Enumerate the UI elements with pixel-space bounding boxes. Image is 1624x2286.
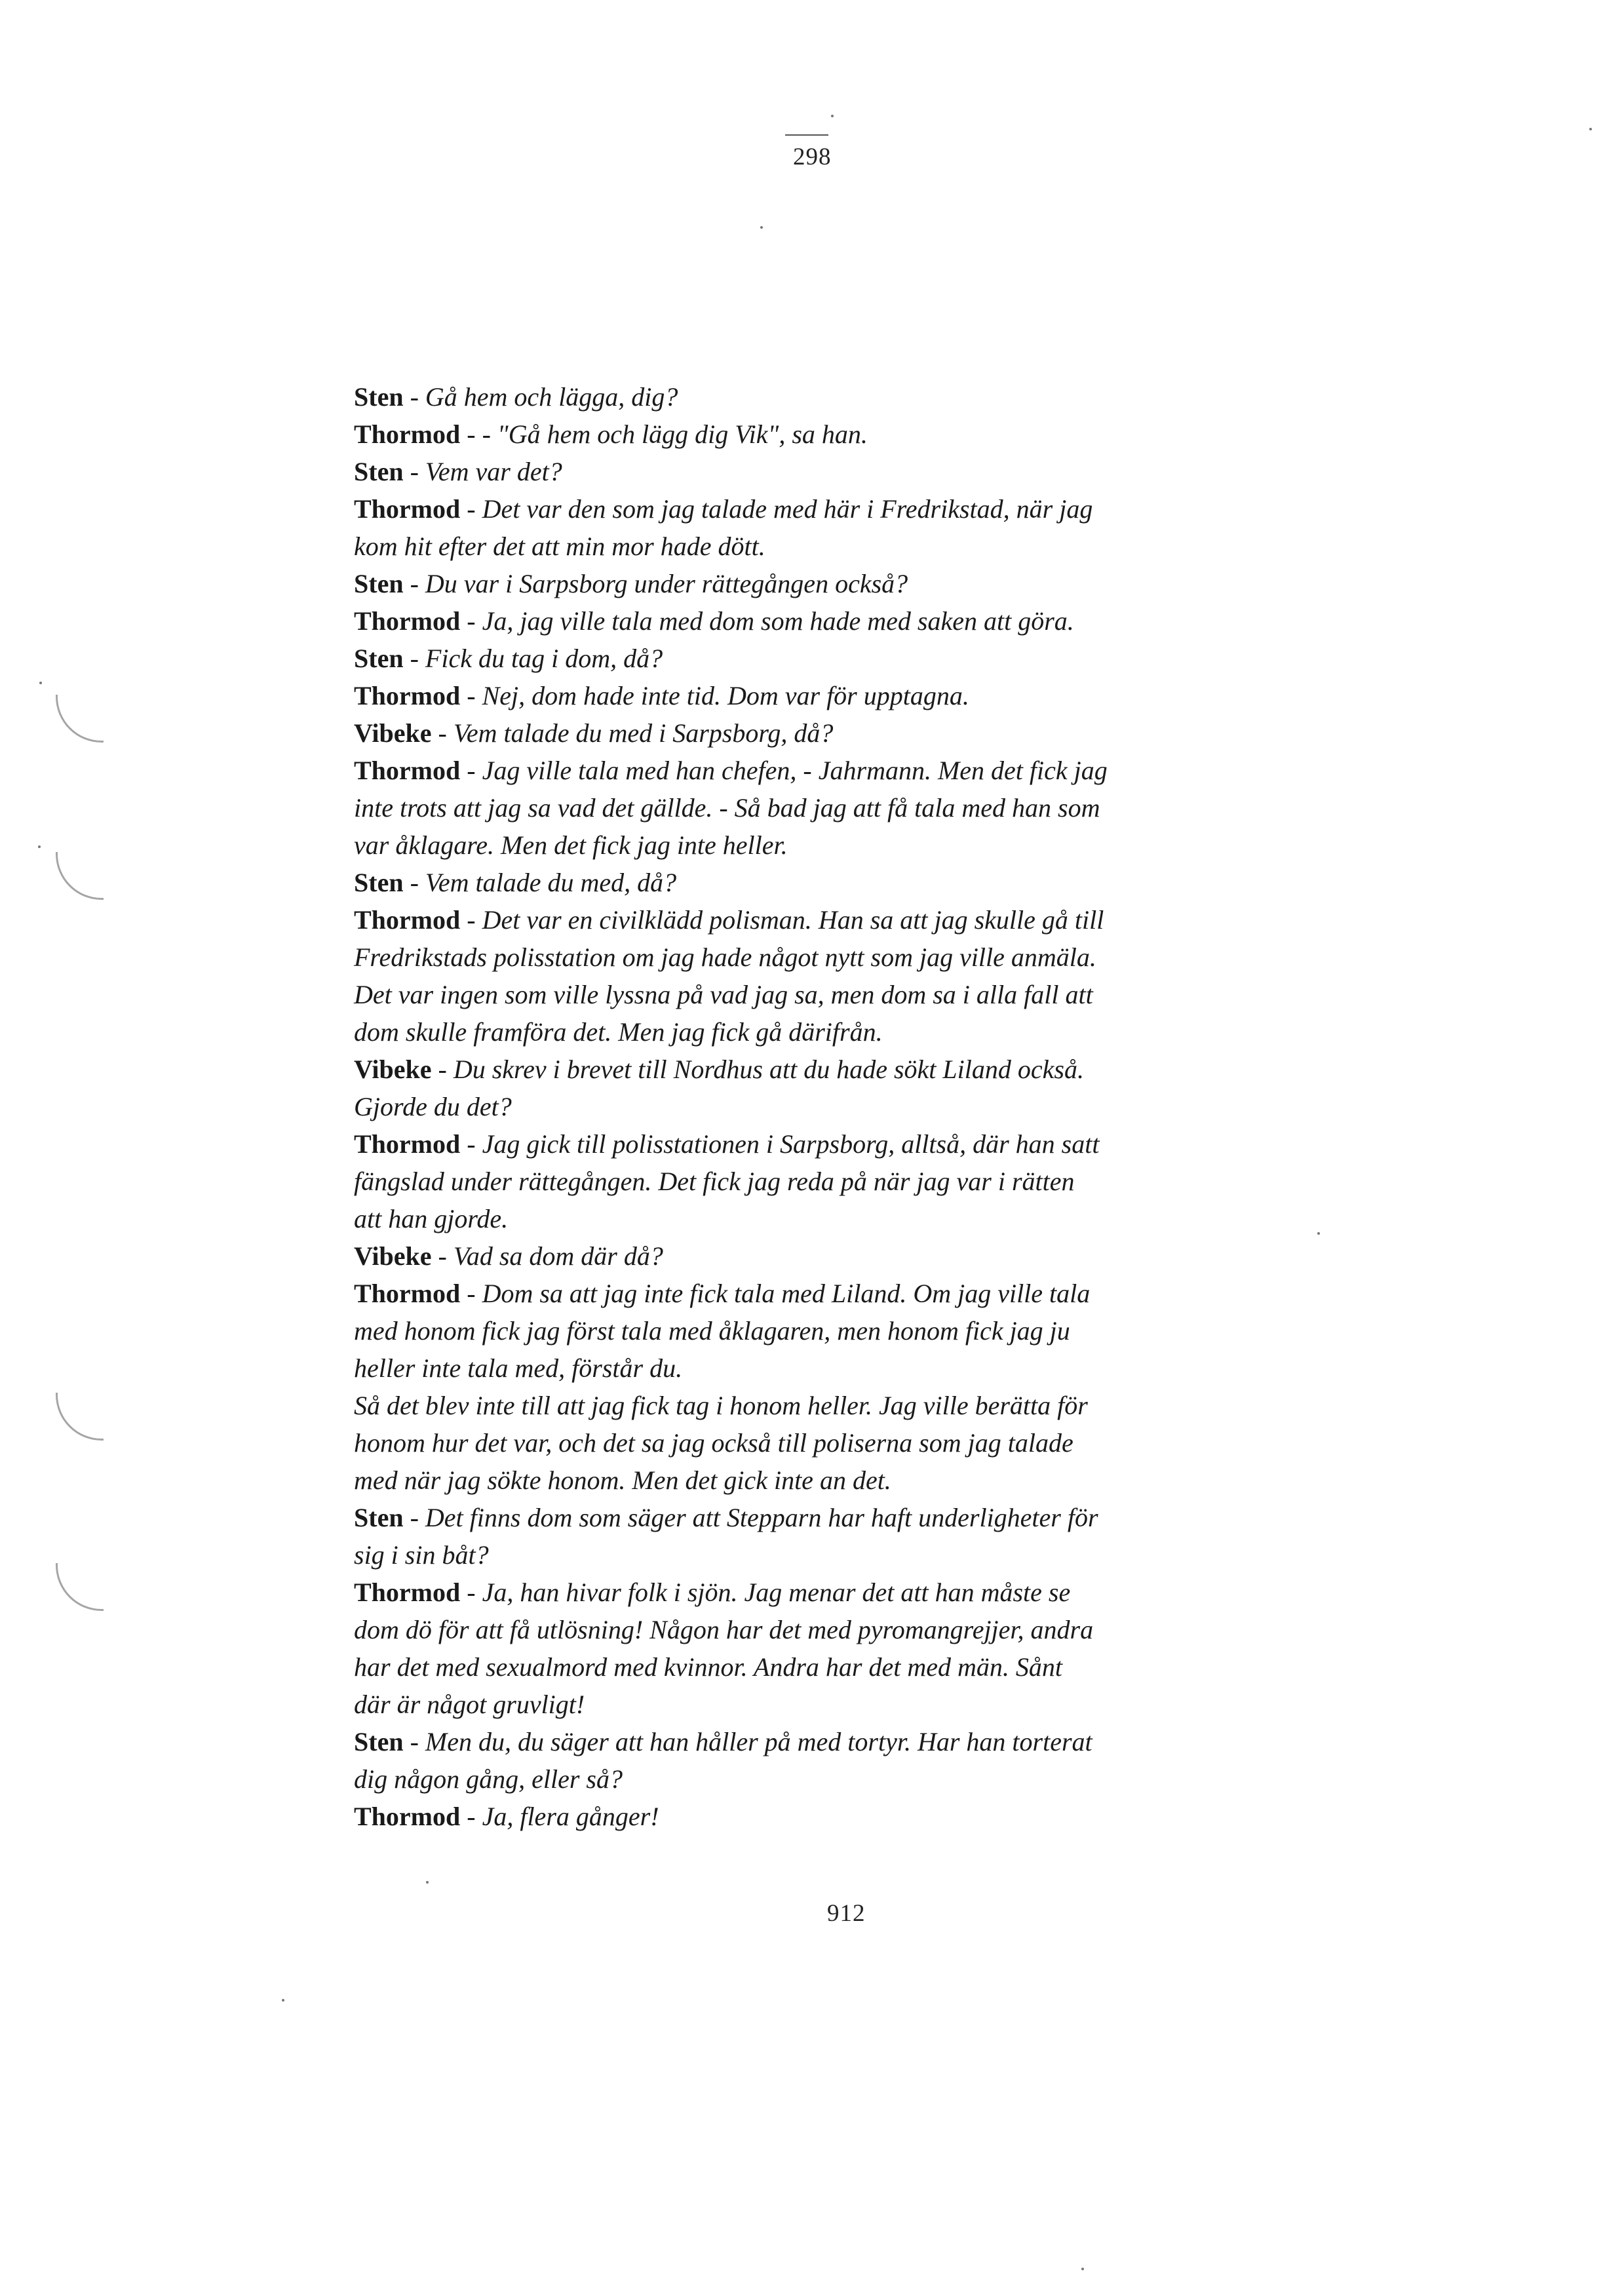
speech-text: Ja, flera gånger! bbox=[482, 1802, 659, 1831]
transcript bbox=[354, 378, 1311, 1835]
scan-speck bbox=[1589, 128, 1592, 130]
transcript-line bbox=[354, 1723, 1311, 1760]
hole-punch-mark bbox=[56, 1393, 104, 1441]
top-rule bbox=[785, 134, 828, 136]
hole-punch-mark bbox=[56, 1563, 104, 1611]
scan-speck bbox=[38, 845, 41, 848]
speech-continuation: har det med sexualmord med kvinnor. Andra har det med män. Sånt bbox=[354, 1652, 1062, 1682]
speech-text: Men du, du säger att han håller på med tortyr. Har han torterat bbox=[425, 1727, 1092, 1756]
speaker-name: Vibeke bbox=[354, 1241, 432, 1271]
speech-text: Du skrev i brevet till Nordhus att du hade sökt Liland också. bbox=[453, 1055, 1084, 1084]
speaker-name: Sten bbox=[354, 457, 404, 486]
transcript-line bbox=[354, 1574, 1311, 1611]
speech-text: Vem talade du med, då? bbox=[425, 868, 677, 897]
speech-text: Vem talade du med i Sarpsborg, då? bbox=[453, 718, 834, 748]
hole-punch-mark bbox=[56, 695, 104, 743]
speech-text: Fick du tag i dom, då? bbox=[425, 644, 663, 673]
speech-text: Det finns dom som säger att Stepparn har haft underligheter för bbox=[425, 1503, 1098, 1532]
speaker-name: Thormod bbox=[354, 1578, 461, 1607]
speech-continuation: Gjorde du det? bbox=[354, 1092, 512, 1121]
speaker-name: Sten bbox=[354, 1727, 404, 1756]
speaker-name: Sten bbox=[354, 644, 404, 673]
speech-text: Dom sa att jag inte fick tala med Liland. Om jag ville tala bbox=[482, 1279, 1091, 1308]
speech-continuation: heller inte tala med, förstår du. bbox=[354, 1353, 683, 1383]
transcript-line bbox=[354, 416, 1311, 453]
speech-text: Jag gick till polisstationen i Sarpsborg, alltså, där han satt bbox=[482, 1129, 1100, 1159]
speaker-separator: - bbox=[460, 1578, 482, 1607]
speech-continuation: inte trots att jag sa vad det gällde. - Så bad jag att få tala med han som bbox=[354, 793, 1100, 823]
transcript-line bbox=[354, 1798, 1311, 1835]
speaker-separator: - bbox=[403, 1503, 425, 1532]
speaker-separator: - bbox=[403, 569, 425, 598]
speaker-separator: - bbox=[403, 644, 425, 673]
speech-continuation: dom skulle framföra det. Men jag fick gå därifrån. bbox=[354, 1017, 883, 1047]
speaker-separator: - bbox=[431, 718, 454, 748]
speaker-separator: - bbox=[403, 382, 425, 412]
speech-continuation: fängslad under rättegången. Det fick jag reda på när jag var i rätten bbox=[354, 1167, 1075, 1196]
speaker-separator: - bbox=[431, 1241, 454, 1271]
speaker-name: Sten bbox=[354, 1503, 404, 1532]
scan-speck bbox=[39, 682, 42, 684]
scan-speck bbox=[282, 1999, 284, 2002]
speaker-separator: - bbox=[460, 494, 482, 524]
scan-speck bbox=[1081, 2268, 1084, 2270]
speech-continuation: Fredrikstads polisstation om jag hade något nytt som jag ville anmäla. bbox=[354, 942, 1096, 972]
page-number-top: 298 bbox=[793, 144, 832, 170]
page-number-bottom: 912 bbox=[827, 1900, 866, 1927]
speech-text: Du var i Sarpsborg under rättegången också? bbox=[425, 569, 908, 598]
transcript-line bbox=[354, 1125, 1311, 1163]
scan-speck bbox=[426, 1881, 429, 1884]
transcript-line bbox=[354, 714, 1311, 752]
transcript-line bbox=[354, 640, 1311, 677]
speaker-name: Sten bbox=[354, 569, 404, 598]
speaker-separator: - bbox=[403, 457, 425, 486]
transcript-line bbox=[354, 1237, 1311, 1275]
scan-speck bbox=[760, 226, 763, 229]
speech-continuation: dom dö för att få utlösning! Någon har det med pyromangrejjer, andra bbox=[354, 1615, 1094, 1644]
speech-text: Vem var det? bbox=[425, 457, 562, 486]
speaker-name: Thormod bbox=[354, 1279, 461, 1308]
speaker-separator: - bbox=[460, 905, 482, 935]
speaker-name: Thormod bbox=[354, 494, 461, 524]
speech-continuation: med honom fick jag först tala med åklagaren, men honom fick jag ju bbox=[354, 1316, 1070, 1346]
scan-speck bbox=[831, 115, 834, 117]
speech-continuation: med när jag sökte honom. Men det gick inte an det. bbox=[354, 1465, 891, 1495]
transcript-line bbox=[354, 378, 1311, 416]
speech-continuation: var åklagare. Men det fick jag inte heller. bbox=[354, 830, 788, 860]
speaker-name: Vibeke bbox=[354, 718, 432, 748]
speaker-name: Thormod bbox=[354, 606, 461, 636]
speech-text: Vad sa dom där då? bbox=[453, 1241, 663, 1271]
speaker-separator: - bbox=[460, 606, 482, 636]
speaker-name: Thormod bbox=[354, 681, 461, 710]
speech-text: Det var en civilklädd polisman. Han sa att jag skulle gå till bbox=[482, 905, 1104, 935]
speaker-name: Sten bbox=[354, 382, 404, 412]
transcript-line bbox=[354, 901, 1311, 939]
speaker-name: Thormod bbox=[354, 1129, 461, 1159]
transcript-line bbox=[354, 1275, 1311, 1312]
speaker-separator: - bbox=[403, 868, 425, 897]
transcript-line bbox=[354, 1499, 1311, 1536]
scan-speck bbox=[1317, 1232, 1320, 1235]
transcript-line bbox=[354, 565, 1311, 602]
speech-continuation: sig i sin båt? bbox=[354, 1540, 489, 1570]
speech-text: Jag ville tala med han chefen, - Jahrmann. Men det fick jag bbox=[482, 756, 1108, 785]
speech-text: Nej, dom hade inte tid. Dom var för upptagna. bbox=[482, 681, 969, 710]
speaker-name: Thormod bbox=[354, 419, 461, 449]
speaker-separator: - bbox=[460, 1802, 482, 1831]
speech-text: Det var den som jag talade med här i Fredrikstad, när jag bbox=[482, 494, 1093, 524]
speaker-separator: - bbox=[403, 1727, 425, 1756]
speech-continuation: där är något gruvligt! bbox=[354, 1690, 585, 1719]
transcript-line bbox=[354, 677, 1311, 714]
transcript-line bbox=[354, 490, 1311, 528]
speech-continuation: att han gjorde. bbox=[354, 1204, 509, 1233]
speech-text: - "Gå hem och lägg dig Vik", sa han. bbox=[482, 419, 868, 449]
transcript-line bbox=[354, 1051, 1311, 1088]
speech-continuation: Så det blev inte till att jag fick tag i honom heller. Jag ville berätta för bbox=[354, 1391, 1088, 1420]
speaker-name: Thormod bbox=[354, 756, 461, 785]
speech-text: Ja, jag ville tala med dom som hade med saken att göra. bbox=[482, 606, 1074, 636]
speaker-name: Vibeke bbox=[354, 1055, 432, 1084]
transcript-line bbox=[354, 453, 1311, 490]
speaker-name: Thormod bbox=[354, 905, 461, 935]
transcript-line bbox=[354, 602, 1311, 640]
speaker-separator: - bbox=[460, 756, 482, 785]
speech-continuation: Det var ingen som ville lyssna på vad jag sa, men dom sa i alla fall att bbox=[354, 980, 1093, 1009]
speech-text: Gå hem och läggа, dig? bbox=[425, 382, 678, 412]
transcript-line bbox=[354, 752, 1311, 789]
speech-continuation: kom hit efter det att min mor hade dött. bbox=[354, 532, 765, 561]
speaker-separator: - bbox=[460, 419, 482, 449]
speaker-separator: - bbox=[460, 681, 482, 710]
hole-punch-mark bbox=[56, 852, 104, 900]
speech-continuation: dig någon gång, eller så? bbox=[354, 1764, 623, 1794]
speech-continuation: honom hur det var, och det sa jag också till poliserna som jag talade bbox=[354, 1428, 1073, 1458]
transcript-line bbox=[354, 864, 1311, 901]
speaker-name: Sten bbox=[354, 868, 404, 897]
speaker-separator: - bbox=[460, 1279, 482, 1308]
speech-text: Ja, han hivar folk i sjön. Jag menar det att han måste se bbox=[482, 1578, 1071, 1607]
speaker-separator: - bbox=[431, 1055, 454, 1084]
speaker-name: Thormod bbox=[354, 1802, 461, 1831]
speaker-separator: - bbox=[460, 1129, 482, 1159]
